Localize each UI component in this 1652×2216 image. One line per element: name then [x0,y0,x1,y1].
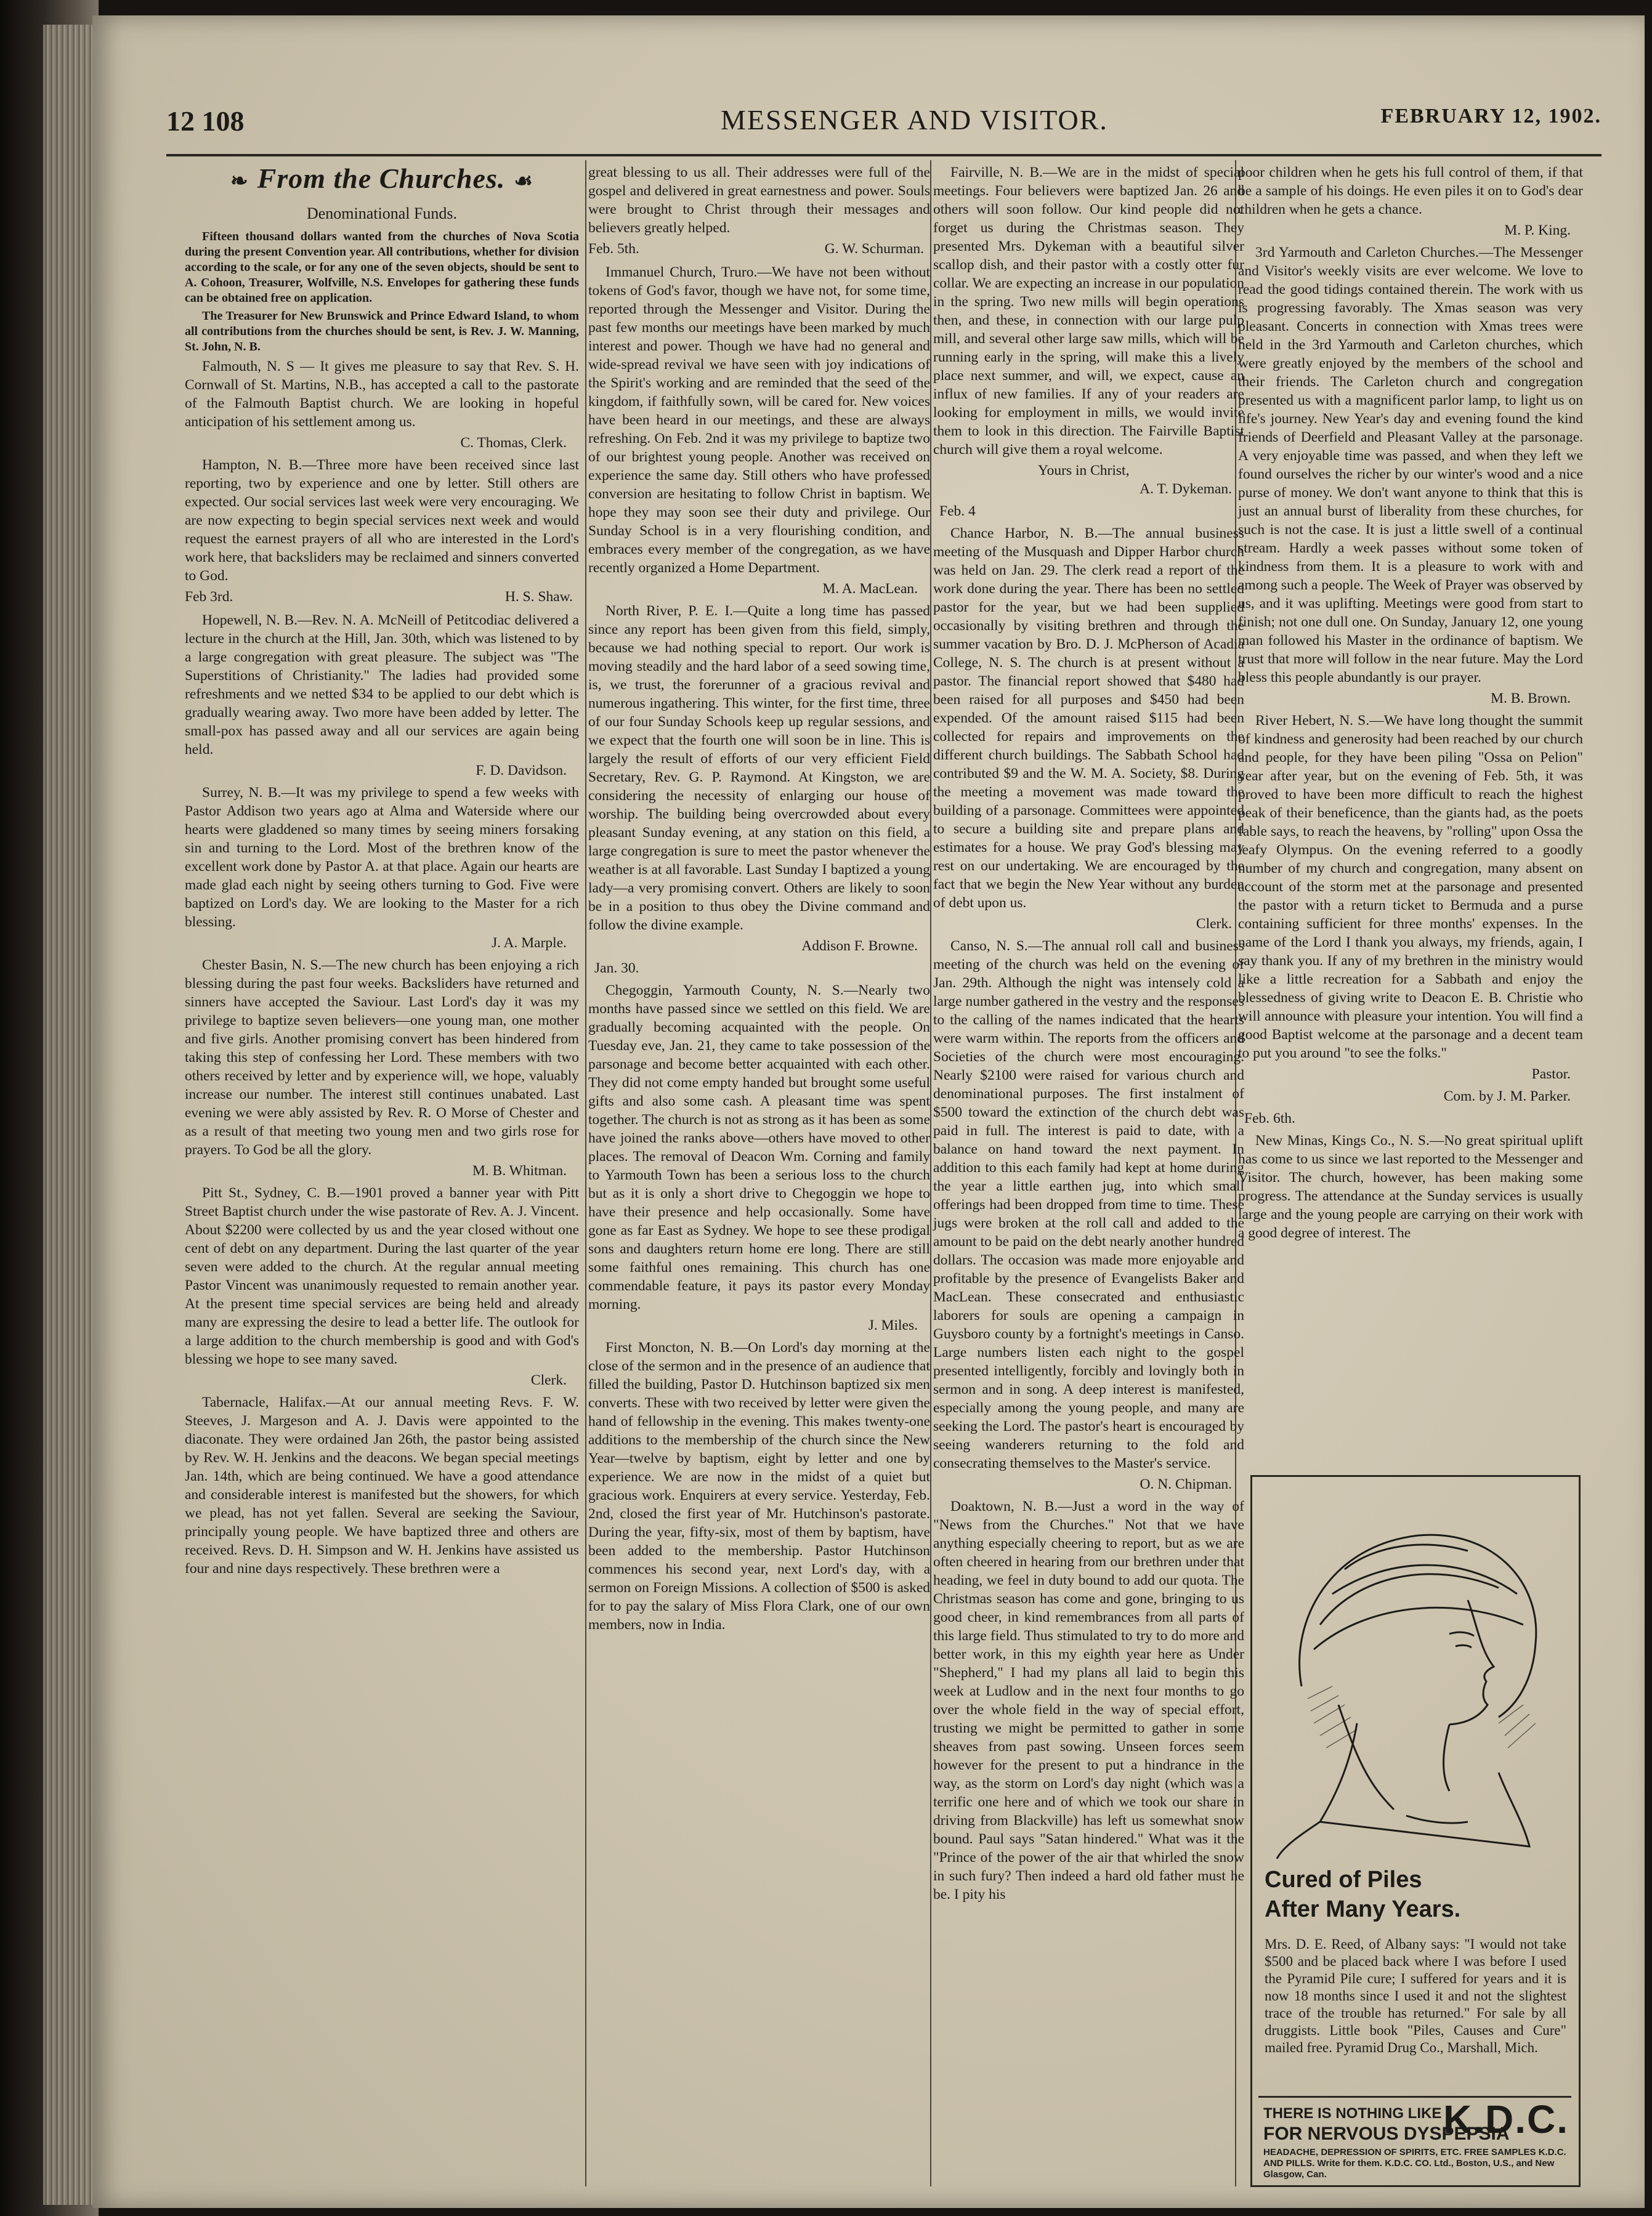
dateline: Feb 3rd. [185,589,233,605]
closing: Yours in Christ, [1038,463,1130,479]
masthead: MESSENGER AND VISITOR. [721,104,1108,135]
ad-body-text: Mrs. D. E. Reed, of Albany says: "I would not take $500 and be placed back where I was before I used the Pyramid Pile cure; I suffered for years and it is now 18 months since I used it and not the slightest trace of the trouble has returned." For sale by all druggists. Little book "Piles, Causes and Cure" mailed free. Pyramid Drug Co., Marshall, Mich. [1265,1936,1566,2055]
report-pitt-st: Pitt St., Sydney, C. B.—1901 proved a banner year with Pitt Street Baptist church under the wise pastorate of Rev. A. J. Vincent. About $2200 were collected by us and the year closed without one cent of debt on any department. During the last quarter of the year seven were added to the church. At the regular annual meeting Pastor Vincent was unanimously requested to remain another year. At the present time special services are being held and already many are expressing the desire to lead a better life. The outlook for a large addition to the church membership is good and with God's blessing we hope to see many saved. [185,1185,579,1367]
dateline: Jan. 30. [594,960,639,976]
signature: Clerk. [530,1372,567,1388]
report-river-hebert: River Hebert, N. S.—We have long thought the summit of kindness and generosity had been reached by our church and people, for they have been piling "Ossa on Pelion" year after year, but on the evening of Feb. 5th, it was proved to have been more difficult to reach the highest peak of their beneficence, than the giants had, as the poets fable says, to reach the heavens, by "rolling" upon Ossa the leafy Olympus. On the evening referred to a goodly number of my church and congregation, many absent on account of the storm met at the parsonage and presented the pastor with a return ticket to Bermuda and a purse containing sufficient for three months' expenses. In the name of the Lord I thank you always, my friends, again, I say thank you. If any of my brethren in the ministry would like a little recreation for a Sabbath and enjoy the blessedness of giving write to Deacon E. B. Christie who will announce with pleasure your intention. You will find a good Baptist welcome at the parsonage and a decent team to put you around "to see the folks." [1238,713,1583,1061]
column-1 [185,163,579,1580]
report-canso: Canso, N. S.—The annual roll call and business meeting of the church was held on the evening of Jan. 29th. Although the night was intensely cold a large number gathered in the vestry and the responses to the calling of the names indicated that the hearts were warm within. The reports from the officers and Societies of the church were most encouraging. Nearly $2100 were raised for various church and denominational purposes. The first instalment of $500 toward the extinction of the church debt was paid in full. The interest is paid to date, with a balance on hand toward the next payment. In addition to this each family had kept at home during the year a little earthen jug, into which small offerings had been dropped from time to time. These jugs were broken at the roll call and added to the amount to be paid on the debt nearly another hundred dollars. The occasion was made more enjoyable and profitable by the presence of Evangelists Baker and MacLean. These consecrated and enthusiastic laborers for souls are opening a campaign in Guysboro county by a fortnight's meetings in Canso. Large numbers listen each night to the gospel presented intelligently, forcibly and lovingly both in sermon and in song. A deep interest is manifested, especially among the young people, and many are seeking the Lord. The pastor's heart is encouraged by seeing wanderers returning to the fold and consecrating themselves to the Master's service. [933,938,1244,1471]
report-chance-harbor: Chance Harbor, N. B.—The annual business meeting of the Musquash and Dipper Harbor church was held on Jan. 29. The clerk read a report of the work done during the year. There has been no settled pastor for the year, but we had been supplied occasionally by visiting brethren and through the summer vacation by Bro. D. J. McPherson of Acadia College, N. S. The church is at present without a pastor. The financial report showed that $480 had been raised for all purposes and $450 had been expended. Of the amount raised $115 had been collected for repairs and improvements on the different church buildings. The Sabbath School had contributed $9 and the W. M. A. Society, $8. During the meeting a movement was made toward the building of a parsonage. Committees were appointed to secure a building site and prepare plans and estimates for a house. We pray God's blessing may rest on our undertaking. We are encouraged by the fact that we begin the New Year without any burden of debt upon us. [933,525,1244,911]
funds-heading: Denominational Funds. [306,204,458,222]
kdc-product: FOR NERVOUS DYSPEPSIA [1263,2124,1510,2144]
signature: F. D. Davidson. [476,762,567,778]
column-2 [588,163,930,1636]
column-divider [930,160,931,2186]
signature: J. Miles. [868,1317,918,1333]
report-fairville: Fairville, N. B.—We are in the midst of special meetings. Four believers were baptized Jan. 26 and others will soon follow. Our kind people did not forget us during the Christmas season. They presented Mrs. Dykeman with a beautiful silver scallop dish, and their pastor with a costly otter fur collar. We are expecting an increase in our population in the spring. Two new mills will begin operations then, and these, in connection with our large pulp mill, and several other large saw mills, which will be running early in the spring, will make this a lively place next summer, and will, we expect, cause an influx of new families. If any of your readers are looking for employment in mills, we would invite them to look in this direction. The Fairville Baptist church will give them a royal welcome. [933,164,1244,458]
funds-notice: Fifteen thousand dollars wanted from the churches of Nova Scotia during the present Convention year. All contributions, whether for division according to the scale, or for any one of the seven objects, should be sent to A. Cohoon, Treasurer, Wolfville, N.S. Envelopes for gathering these funds can be obtained free on application. [185,230,579,305]
report-hopewell: Hopewell, N. B.—Rev. N. A. McNeill of Petitcodiac delivered a lecture in the church at the Hill, Jan. 30th, which was listened to by a large congregation with great pleasure. The subject was "The Superstitions of Christianity." The ladies had provided some refreshments and we netted $34 to be applied to our debt which is gradually wearing away. Two more have been added by letter. The small-pox has passed away and all our services are again being held. [185,612,579,758]
report-first-moncton: First Moncton, N. B.—On Lord's day morning at the close of the sermon and in the presence of an audience that filled the building, Pastor D. Hutchinson baptized six men converts. These with two received by letter were given the hand of fellowship in the evening. This makes twenty-one additions to the membership of the church since the New Year—twelve by baptism, eight by letter and one by experience. We are now in the midst of a quiet but gracious work. Enquirers at every service. Yesterday, Feb. 2nd, closed the first year of Mr. Hutchinson's pastorate. During the year, fifty-six, most of them by baptism, have been added to the membership. Pastor Hutchinson commences his second year, next Lord's day, with a sermon on Foreign Missions. A collection of $500 is asked for to pay the salary of Miss Flora Clark, one of our own members, now in India. [588,1340,930,1633]
kdc-details: HEADACHE, DEPRESSION OF SPIRITS, ETC. FREE SAMPLES K.D.C. AND PILLS. Write for them. K.D.C. CO. Ltd., Boston, U.S., and New Glasgow, Can. [1263,2147,1566,2180]
kdc-brand: K.D.C. [1443,2097,1569,2141]
signature: A. T. Dykeman. [1140,481,1232,497]
signature: M. A. MacLean. [822,581,918,597]
dateline: Feb. 5th. [588,241,639,257]
kdc-tagline: THERE IS NOTHING LIKE [1263,2105,1442,2122]
report-hampton: Hampton, N. B.—Three more have been received since last reporting, two by experience and one by letter. Still others are expected. Our social services last week were very encouraging. We are now expecting to begin special services next week and would request the earnest prayers of all who are interested in the Lord's work here, that backsliders may be reclaimed and sinners converted to God. [185,457,579,584]
report-north-river: North River, P. E. I.—Quite a long time has passed since any report has been given from this field, simply, because we had nothing special to report. Our work is moving steadily and the hard labor of a seed sowing time, is, we trust, the forerunner of a gracious revival and numerous ingathering. This winter, for the first time, three of our four Sunday Schools keep up regular sessions, and we expect that the fourth one will soon be in line. This is largely the result of efforts of our very efficient Field Secretary, Rev. G. P. Raymond. At Kingston, we are considering the necessity of enlarging our house of worship. The building being overcrowded about every pleasant Sunday evening, at any station on this field, a large congregation is sure to meet the pastor whenever the weather is at all favorable. Last Sunday I baptized a young lady—a very promising convert. Others are likely to soon be in a position to thus obey the Divine command and follow the divine example. [588,603,930,933]
report-immanuel: Immanuel Church, Truro.—We have not been without tokens of God's favor, though we have not, for some time, reported through the Messenger and Visitor. During the past few months our meetings have been marked by much interest and power. Though we have had no general and wide-spread revival we have seen with joy indications of the Spirit's working and are reminded that the seed of the kingdom, if faithfully sown, will be cared for. New voices have been heard in our meetings, and these are always refreshing. On Feb. 2nd it was my privilege to baptize two of our brightest young people. Another was received on experience the same day. Still others who have professed conversion are hesitating to follow Christ in baptism. We hope they may soon see their duty and privilege. Our Sunday School is in a very flourishing condition, and embraces every member of the congregation, as we have recently organized a Home Department. [588,264,930,576]
treasurer-notice: The Treasurer for New Brunswick and Prince Edward Island, to whom all contributions from the churches should be sent, is Rev. J. W. Manning, St. John, N. B. [185,309,579,354]
ad-headline-line1: Cured of Piles [1265,1867,1422,1893]
report-chegoggin: Chegoggin, Yarmouth County, N. S.—Nearly two months have passed since we settled on this field. We are gradually becoming acquainted with the people. On Tuesday eve, Jan. 21, they came to take possession of the parsonage and become better acquainted with each other. They did not come empty handed but brought some useful gifts and also some cash. A pleasant time was spent together. The church is not as strong as it has been as some have joined the ranks above—others have moved to other places. The removal of Deacon Wm. Corning and family to Yarmouth Town has been a serious loss to the church but as it is only a short drive to Chegoggin we hope to have their presence and help occasionally. Some have gone as far East as Sydney. We hope to see these prodigal sons and daughters return home ere long. There are still some faithful ones remaining. This church has one commendable feature, it pays its pastor every Monday morning. [588,982,930,1312]
column-3 [933,163,1244,1906]
signature: C. Thomas, Clerk. [460,435,567,451]
signature: O. N. Chipman. [1140,1476,1232,1492]
signature: H. S. Shaw. [504,589,573,605]
signature: Clerk. [1196,916,1232,932]
report-doaktown: Doaktown, N. B.—Just a word in the way of "News from the Churches." Not that we have anything especially cheering to report, but as we are often cheered in hearing from our brethren under that heading, we feel in duty bound to add our quota. The Christmas season has come and gone, bringing to us good cheer, in kind remembrances from all parts of this large field. Thus stimulated to try to do more and better work, in this my eighth year here as Under "Shepherd," I had my plans all laid to begin this week at Ludlow and in the next four months to go over the whole field in the way of special effort, trusting we might be permitted to gather in some sheaves from past sowing. Unseen forces seem however for the present to put a hindrance in the way, as the storm on Lord's day night (which was a terrific one here and of which we took our share in driving from Blackville) has left us somewhat snow bound. Paul says "Satan hindered." What was it the "Prince of the power of the air that whirled the snow in such fury? Then indeed a hard old father must he be. I pity his [933,1498,1244,1903]
header-rule [166,154,1601,156]
signature: M. P. King. [1504,222,1571,238]
report-chester-basin: Chester Basin, N. S.—The new church has been enjoying a rich blessing during the past four weeks. Backsliders have returned and sinners have accepted the Saviour. Last Lord's day it was my privilege to baptize seven believers—one young man, one mother and five girls. Another promising convert has been hindered from taking this step of confessing her Lord. These members with two others received by letter and by experience will, we hope, valuably increase our number. The interest still continues unabated. Last evening we were ably assisted by Rev. R. O Morse of Chester and as a result of that meeting two young men and two girls rose for prayers. To God be all the glory. [185,957,579,1158]
ad-headline [1265,1865,1566,1924]
signature: Pastor. [1531,1066,1571,1082]
signature: Addison F. Browne. [801,938,918,954]
ad-headline-line2: After Many Years. [1265,1896,1461,1922]
fleuron-icon: ☙ [514,170,533,193]
communicator: Com. by J. M. Parker. [1443,1088,1571,1104]
column-divider [585,160,586,2186]
dateline: Feb. 4 [939,503,976,519]
pyramid-pile-cure-ad [1250,1475,1581,2187]
fleuron-icon: ❧ [230,170,249,193]
report-falmouth: Falmouth, N. S — It gives me pleasure to say that Rev. S. H. Cornwall of St. Martins, N.B., has accepted a call to the pastorate of the Falmouth Baptist church. We are looking in hopeful anticipation of his settlement among us. [185,358,579,430]
report-continued: great blessing to us all. Their addresses were full of the gospel and delivered in great earnestness and power. Souls were brought to Christ through their messages and believers greatly helped. [588,164,930,236]
dateline: Feb. 6th. [1244,1110,1295,1126]
report-yarmouth-carleton: 3rd Yarmouth and Carleton Churches.—The Messenger and Visitor's weekly visits are ever welcome. We love to read the good tidings contained therein. The work with us is progressing favorably. The Xmas season was very pleasant. Concerts in connection with Xmas trees were held in the 3rd Yarmouth and Carleton churches, which were greatly enjoyed by the members of the school and their friends. The Carleton church and congregation presented us with a magnificent parlor lamp, to light us on life's journey. New Year's day and evening found the kind friends of Deerfield and Pleasant Valley at the parsonage. A very enjoyable time was passed, and when they left we found ourselves the richer by our winter's wood and a nice purse of money. We don't want anyone to think that this is just an annual burst of liberality from these churches, for such is not the case. It is just a little swell of a continual stream. Hardly a week passes without some token of kindness from them. It is a pleasure to work with and among such a people. The Week of Prayer was observed by us, and it was uplifting. Meetings were good from start to finish; not one dull one. On Sunday, January 12, one young man followed his Master in the ordinance of baptism. We trust that more will follow in the near future. May the Lord bless this people abundantly is our prayer. [1238,245,1583,685]
report-surrey: Surrey, N. B.—It was my privilege to spend a few weeks with Pastor Addison two years ago at Alma and Waterside where our hearts were gladdened so many times by seeing miners forsaking sin and turning to the Lord. Most of the brethren know of the excellent work done by Pastor A. at that place. Again our hearts are made glad each night by seeing others turning to God. Five were baptized on Lord's day. We are looking to the Master for a rich blessing. [185,785,579,930]
signature: M. B. Brown. [1491,690,1571,706]
issue-date: FEBRUARY 12, 1902. [1380,105,1601,127]
dateline-row [588,240,924,258]
kdc-ad [1258,2096,1571,2178]
signature: J. A. Marple. [491,935,567,951]
signature: G. W. Schurman. [824,241,924,257]
report-continued: poor children when he gets his full control of them, if that be a sample of his doings. He even piles it on to God's dear children when he gets a chance. [1238,164,1583,217]
section-title: ❧ From the Churches. ☙ [230,163,533,194]
woman-portrait-illustration [1265,1502,1566,1859]
page-number: 12 108 [166,105,245,137]
report-tabernacle: Tabernacle, Halifax.—At our annual meeting Revs. F. W. Steeves, J. Margeson and A. J. Davis were appointed to the diaconate. They were ordained Jan 26th, the pastor being assisted by Rev. W. H. Jenkins and the deacons. We began special meetings Jan. 14th, which are being continued. We have a good attendance and considerable interest is manifested but the showers, for which we plead, has not yet fallen. Several are seeking the Saviour, principally young people. We have baptized three and others are received. Revs. D. H. Simpson and W. H. Jenkins have assisted us four and nine days respectively. These brethren were a [185,1394,579,1577]
column-4 [1238,163,1583,1245]
dateline-row [185,588,573,606]
signature: M. B. Whitman. [472,1163,567,1179]
report-new-minas: New Minas, Kings Co., N. S.—No great spiritual uplift has come to us since we last reported to the Messenger and Visitor. The church, however, has been making some progress. The attendance at the Sunday services is usually large and the young people are carrying on their work with a good degree of interest. The [1238,1133,1583,1241]
page-header [166,99,1601,154]
